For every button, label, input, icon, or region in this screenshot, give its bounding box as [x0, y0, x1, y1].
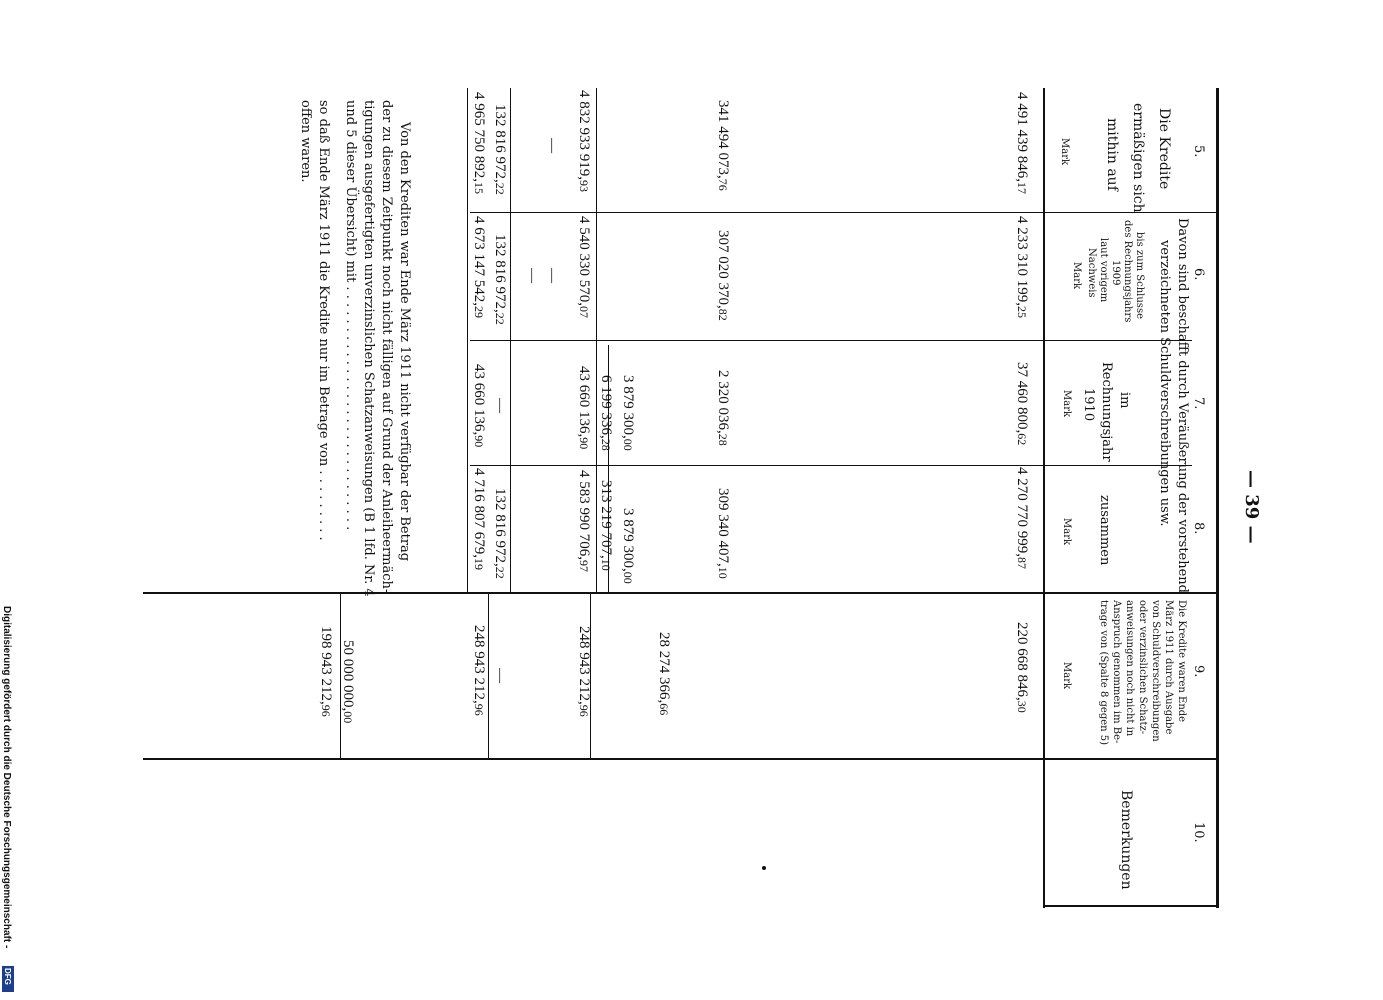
row8-c9: 248 943 212,96	[471, 625, 487, 716]
col7-line2: Rechnungsjahr	[1099, 362, 1114, 462]
table-bottom-edge	[1043, 905, 1216, 907]
col9-line1: Die Kredite waren Ende	[1176, 600, 1187, 723]
col-sep-9-10	[143, 758, 1216, 760]
col6-line3: 1909	[1110, 260, 1121, 286]
note-line1: Von den Krediten war Ende März 1911 nicht verfügbar der Betrag	[397, 122, 412, 562]
row5-c9: 248 943 212,96	[576, 626, 592, 717]
sum-rule-4	[467, 88, 468, 593]
row5-c6: 4 540 330 570,07	[576, 216, 592, 318]
sum-rule-2	[510, 88, 511, 593]
row3-c7: 3 879 300,00	[620, 375, 636, 451]
row4-c8: 313 219 707,10	[598, 480, 614, 571]
col9-line5: anweisungen noch nicht in	[1124, 600, 1135, 737]
col8-number: 8.	[1191, 522, 1206, 535]
row8-c7: 43 660 136,90	[471, 364, 487, 448]
header-bottom-rule	[1043, 88, 1045, 908]
row5-c5: 4 832 933 919,93	[576, 90, 592, 192]
col10-title: Bemerkungen	[1118, 790, 1134, 890]
row6-c6b: —	[524, 268, 540, 283]
row1-c8: 4 270 770 999,87	[1014, 467, 1030, 569]
col5-unit: Mark	[1059, 138, 1070, 166]
col9-line3: von Schuldverschreibungen	[1150, 600, 1161, 742]
note-line4: und 5 dieser Übersicht) mit . . . . . . . . . . . . . . . . . . . . . . . . . . . . . .	[343, 100, 358, 531]
col-sep-7-8	[470, 465, 1192, 466]
col5-line2: ermäßigen sich	[1130, 103, 1146, 213]
row5-c7: 43 660 136,90	[576, 366, 592, 450]
col9-number: 9.	[1191, 665, 1206, 678]
footer-text: Digitalisierung gefördert durch die Deutsche Forschungsgemeinschaft -	[1, 606, 12, 949]
col7-unit: Mark	[1061, 390, 1072, 418]
col8-line1: zusammen	[1097, 495, 1112, 566]
row1-c7: 37 460 800,62	[1014, 362, 1030, 446]
col10-number: 10.	[1191, 822, 1206, 843]
col7-number: 7.	[1191, 397, 1206, 410]
row6-c5: —	[544, 138, 560, 153]
col9-unit: Mark	[1061, 662, 1072, 690]
row2-c9: 28 274 366,66	[656, 632, 672, 716]
col678-title-1: Davon sind beschafft durch Veräußerung der vorstehend	[1175, 218, 1190, 593]
row8-c5: 4 965 750 892,15	[471, 92, 487, 194]
row8-c6: 4 673 147 542,29	[471, 216, 487, 318]
col6-line2: des Rechnungsjahrs	[1122, 220, 1133, 323]
col9-line7: trage von (Spalte 8 gegen 5)	[1098, 600, 1109, 746]
col6-line1: bis zum Schlusse	[1134, 232, 1145, 319]
row7-c9: —	[492, 668, 508, 683]
bracket-h	[608, 593, 724, 594]
note-line6: offen waren.	[298, 100, 313, 183]
note-line5: so daß Ende März 1911 die Kredite nur im Betrage von . . . . . . . . .	[316, 100, 331, 541]
row7-c6: 132 816 972,22	[492, 234, 508, 325]
note-line2: der zu diesem Zeitpunkt noch nicht fälligen auf Grund der Anleiheermäch-	[379, 100, 394, 594]
row6-c6: —	[544, 268, 560, 283]
col5-line3: mithin auf	[1104, 118, 1120, 191]
row1-c6: 4 233 310 199,25	[1014, 216, 1030, 318]
col7-line1: im	[1117, 392, 1132, 409]
row1-c5: 4 491 439 846,17	[1014, 92, 1030, 194]
col7-line3: 1910	[1081, 388, 1096, 422]
col9-line6: Anspruch genommen im Be-	[1111, 600, 1122, 744]
row2-c8: 309 340 407,10	[715, 488, 731, 579]
col9-line4: oder verzinslichen Schatz-	[1137, 600, 1148, 735]
row7-c7: —	[492, 398, 508, 413]
row8-c8: 4 716 807 679,19	[471, 468, 487, 570]
col9-line2: März 1911 durch Ausgabe	[1163, 600, 1174, 735]
table-top-rule	[1216, 88, 1219, 908]
col8-unit: Mark	[1061, 518, 1072, 546]
note-value1: 50 000 000,00	[340, 640, 356, 724]
col6-number: 6.	[1191, 268, 1206, 281]
col6-line4: laut vorigem	[1098, 238, 1109, 303]
note-value2: 198 943 212,96	[318, 626, 334, 717]
page-number: — 39 —	[1241, 470, 1262, 544]
row5-c8: 4 583 990 706,97	[576, 470, 592, 572]
row1-c9: 220 668 846,30	[1014, 622, 1030, 713]
col-sep-6-7	[470, 340, 1192, 341]
row3-c8: 3 879 300,00	[620, 508, 636, 584]
row2-c5: 341 494 073,76	[715, 100, 731, 191]
col-sep-5-6-body	[470, 212, 1043, 213]
col5-line1: Die Kredite	[1156, 108, 1172, 190]
row7-c8: 132 816 972,22	[492, 488, 508, 579]
col6-unit: Mark	[1071, 262, 1082, 290]
note-line3: tigungen ausgefertigten unverzinslichen Schatzanweisungen (B 1 lfd. Nr. 4	[361, 100, 376, 597]
row4-c7: 6 199 336,28	[598, 375, 614, 451]
col5-number: 5.	[1191, 145, 1206, 158]
sum-rule-3	[488, 593, 489, 758]
stray-dot	[762, 866, 766, 870]
footer	[0, 0, 16, 1000]
col678-title-2: verzeichneten Schuldverschreibungen usw.	[1157, 240, 1172, 527]
col6-line5: Nachweis	[1086, 248, 1097, 298]
dfg-logo: DFG	[2, 966, 14, 992]
row7-c5: 132 816 972,22	[492, 104, 508, 195]
row2-c6: 307 020 370,82	[715, 230, 731, 321]
row2-c7: 2 320 036,28	[715, 370, 731, 446]
